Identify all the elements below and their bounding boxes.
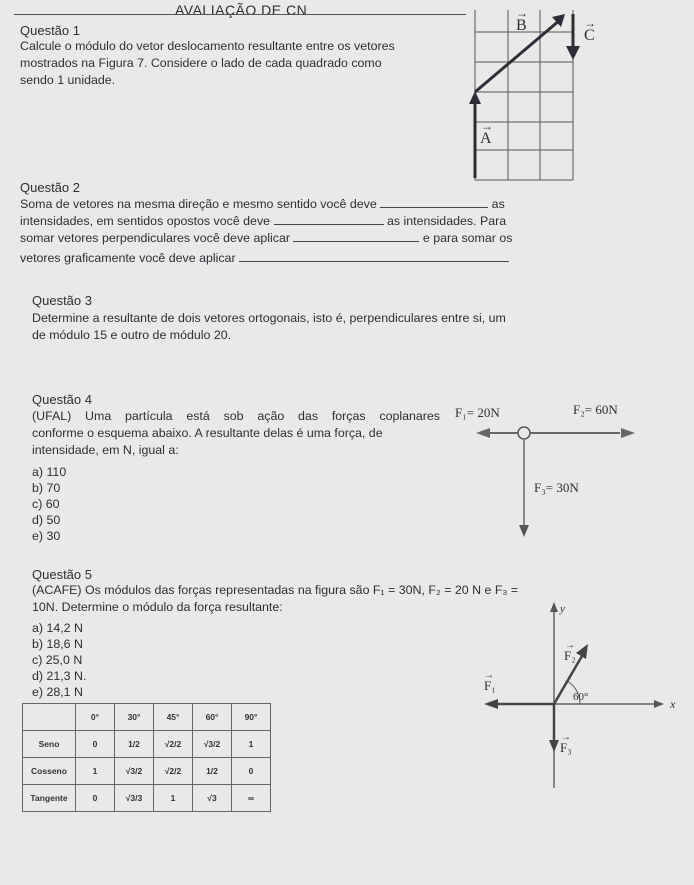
trig-cell: 1 [154,785,193,812]
q5-line: (ACAFE) Os módulos das forças representadas na figura são F₁ = 30N, F₂ = 20 N e F₃ = [32,583,519,597]
q2-line: Soma de vetores na mesma direção e mesmo sentido você deve [20,197,377,211]
page-title: AVALIAÇÃO DE CN [175,2,308,18]
f3-arrow [519,525,529,537]
f1-arrow [476,428,490,438]
q5-line: 10N. Determine o módulo da força resultante: [32,600,283,614]
trig-cell: √3/2 [193,731,232,758]
trig-col-header: 90° [232,704,271,731]
q3-text [32,310,506,344]
q2-blank-4[interactable] [239,261,509,262]
trig-cell: 0 [76,785,115,812]
q5-options [32,620,86,700]
q2-blank-1[interactable] [380,207,488,208]
angle-label: 60° [573,691,589,703]
svg-text:→: → [516,6,528,20]
svg-text:→: → [584,16,596,30]
f2-label: F₂ [564,648,576,663]
q2-text [20,196,590,267]
trig-cell: 1/2 [115,731,154,758]
q1-heading: Questão 1 [20,23,80,38]
q3-line: de módulo 15 e outro de módulo 20. [32,328,232,342]
q5-option-a[interactable]: a) 14,2 N [32,621,83,635]
q4-line: conforme o esquema abaixo. A resultante delas é uma força, de [32,426,383,440]
trig-cell: √3 [193,785,232,812]
q4-option-a[interactable]: a) 110 [32,465,67,479]
title-divider [14,14,466,15]
trig-row-label: Tangente [23,785,76,812]
f1-vector [484,699,498,709]
q5-option-b[interactable]: b) 18,6 N [32,637,83,651]
trig-cell: √3/3 [115,785,154,812]
f1-label: F₁= 20N [455,405,500,420]
q2-line: intensidades, em sentidos opostos você deve [20,214,271,228]
trig-col-header: 45° [154,704,193,731]
trig-cell: √3/2 [115,758,154,785]
q2-blank-2[interactable] [274,224,384,225]
f2-arrow [621,428,635,438]
q3-line: Determine a resultante de dois vetores ortogonais, isto é, perpendiculares entre si, um [32,311,506,325]
trig-row-label: Cosseno [23,758,76,785]
trig-row-seno [23,731,271,758]
q2-line-end: as [491,197,505,211]
trig-cell: 1 [232,731,271,758]
q4-text [32,408,440,459]
trig-col-header: 60° [193,704,232,731]
q5-option-c[interactable]: c) 25,0 N [32,653,83,667]
q3-heading: Questão 3 [32,293,92,308]
q5-option-d[interactable]: d) 21,3 N. [32,669,87,683]
q2-heading: Questão 2 [20,180,80,195]
trig-row-label: Seno [23,731,76,758]
trig-cell: √2/2 [154,731,193,758]
f3-vector [549,740,559,752]
q1-vector-grid [440,0,640,185]
svg-text:→: → [481,119,493,133]
svg-text:→: → [565,640,575,651]
q2-blank-3[interactable] [293,241,419,242]
q2-line-end: e para somar os [422,231,513,245]
trig-cell: ∞ [232,785,271,812]
q4-line: (UFAL) Uma partícula está sob ação das forças coplanares [32,409,440,423]
vector-c-label: C [584,27,595,44]
trig-cell: √2/2 [154,758,193,785]
particle [518,427,530,439]
q5-option-e[interactable]: e) 28,1 N [32,685,83,699]
trig-row-cosseno [23,758,271,785]
q1-line: sendo 1 unidade. [20,73,116,87]
q4-option-b[interactable]: b) 70 [32,481,61,495]
vector-a-label: A [480,130,492,147]
q2-line: vetores graficamente você deve aplicar [20,251,236,265]
q5-force-diagram [470,590,685,790]
trig-col-header: 0° [76,704,115,731]
trig-cell: 1/2 [193,758,232,785]
trig-cell: 1 [76,758,115,785]
q5-heading: Questão 5 [32,567,92,582]
q4-force-diagram [440,395,680,545]
q4-heading: Questão 4 [32,392,92,407]
q4-option-d[interactable]: d) 50 [32,513,61,527]
y-axis-label: y [560,603,565,615]
q2-line: somar vetores perpendiculares você deve aplicar [20,231,290,245]
q1-text [20,38,395,89]
f3-label: F₃ [560,740,572,755]
q4-option-e[interactable]: e) 30 [32,529,61,543]
f3-label: F₃= 30N [534,480,579,495]
trig-col-header: 30° [115,704,154,731]
trig-cell: 0 [232,758,271,785]
svg-text:→: → [561,732,571,743]
trig-cell: 0 [76,731,115,758]
f2-label: F₂= 60N [573,402,618,417]
x-axis-label: x [670,697,676,711]
q5-text [32,582,518,616]
q4-options [32,464,66,544]
q1-line: mostrados na Figura 7. Considere o lado de cada quadrado como [20,56,382,70]
q4-line: intensidade, em N, igual a: [32,443,179,457]
svg-text:→: → [484,670,494,681]
q4-option-c[interactable]: c) 60 [32,497,60,511]
f1-label: F₁ [484,678,496,693]
trig-row-tangente [23,785,271,812]
q1-line: Calcule o módulo do vetor deslocamento resultante entre os vetores [20,39,395,53]
trig-table [22,703,271,812]
trig-header-row [23,704,271,731]
q2-line-end: as intensidades. Para [386,214,507,228]
vector-b-label: B [516,17,527,34]
